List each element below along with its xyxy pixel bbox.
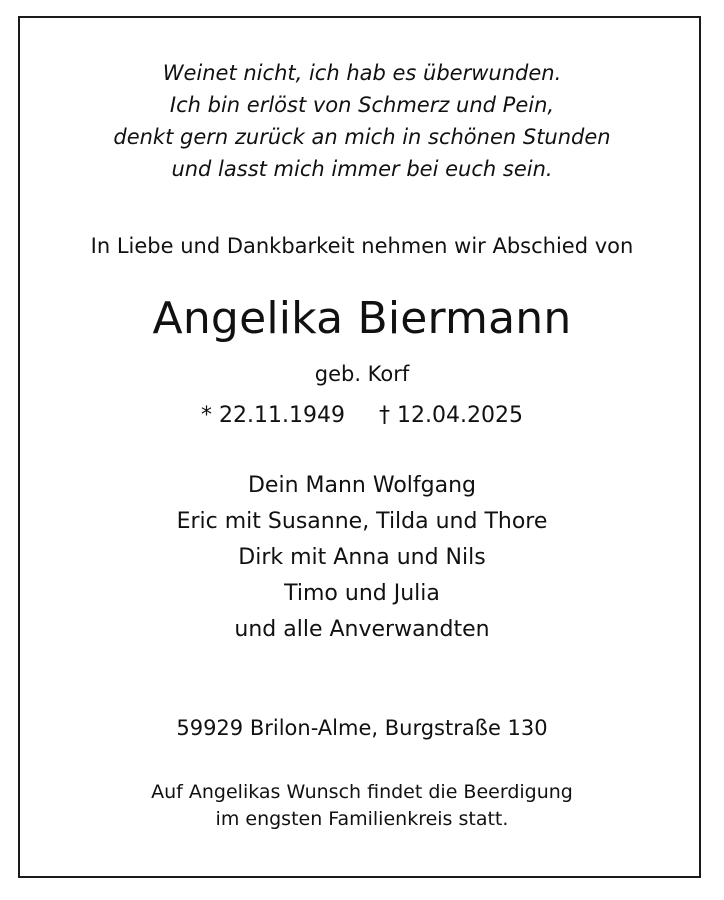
farewell-intro: In Liebe und Dankbarkeit nehmen wir Abschied von [90, 234, 634, 258]
mourner-line: und alle Anverwandten [234, 617, 490, 642]
verse-line: Ich bin erlöst von Schmerz und Pein, [169, 93, 555, 117]
verse-line: Weinet nicht, ich hab es überwunden. [162, 61, 562, 85]
birth-name: geb. Korf [314, 362, 410, 386]
funeral-note-line: Auf Angelikas Wunsch findet die Beerdigung [151, 781, 573, 803]
verse-line: und lasst mich immer bei euch sein. [171, 157, 553, 181]
address: 59929 Brilon-Alme, Burgstraße 130 [176, 716, 548, 740]
death-date: † 12.04.2025 [379, 403, 523, 428]
birth-date: * 22.11.1949 [201, 403, 345, 428]
deceased-name: Angelika Biermann [152, 293, 572, 344]
mourner-line: Eric mit Susanne, Tilda und Thore [176, 509, 548, 534]
verse-line: denkt gern zurück an mich in schönen Stunden [113, 125, 611, 149]
mourner-line: Dirk mit Anna und Nils [238, 545, 486, 570]
mourner-line: Timo und Julia [284, 581, 440, 606]
life-dates [0, 403, 724, 428]
mourner-line: Dein Mann Wolfgang [247, 473, 476, 498]
funeral-note-line: im engsten Familienkreis statt. [215, 808, 509, 830]
